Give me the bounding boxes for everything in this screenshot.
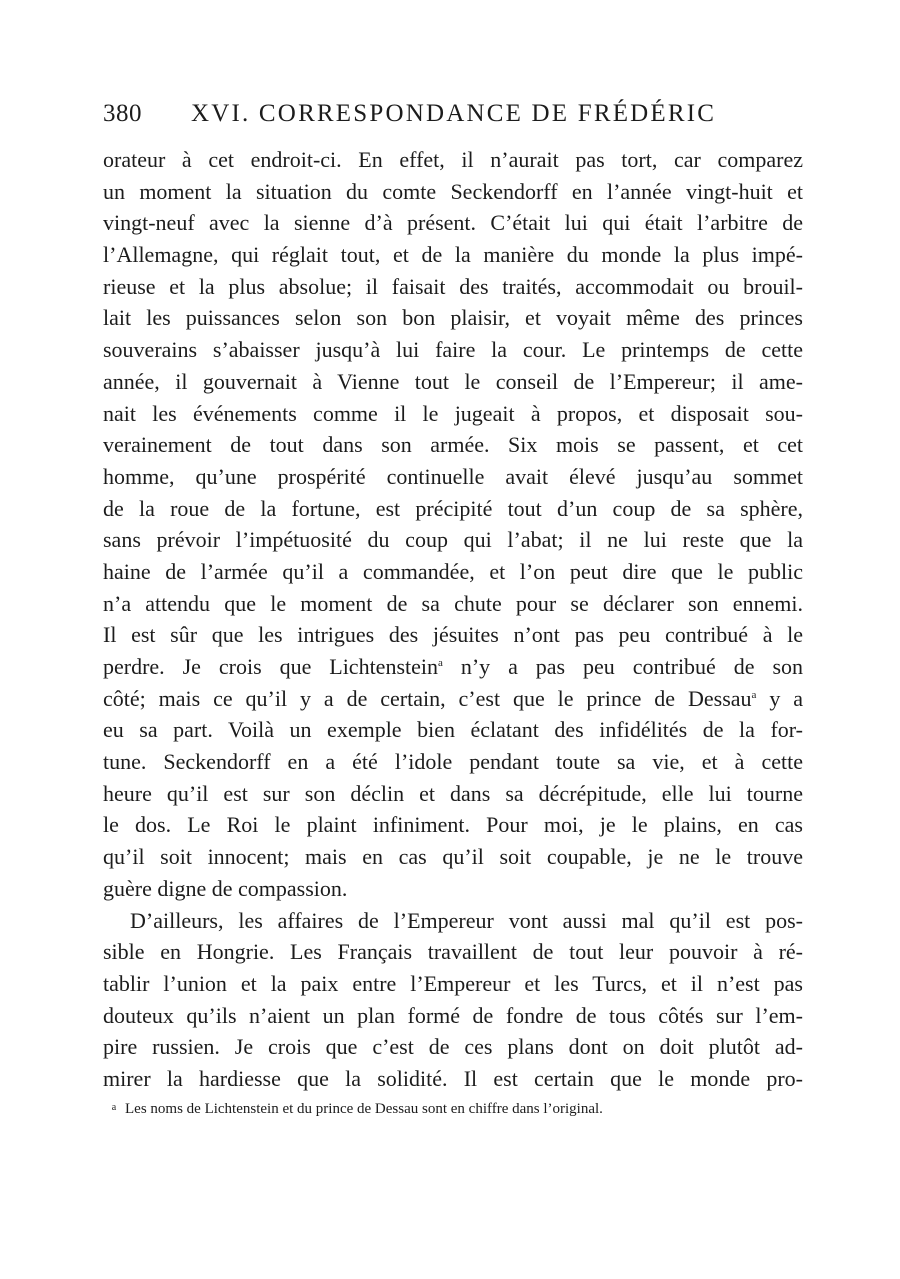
text-line-with-footnote-ref (103, 651, 803, 683)
footnote-ref: a (438, 657, 443, 669)
text-line: l’Allemagne, qui réglait tout, et de la manière du monde la plus impé- (103, 242, 803, 268)
text-segment: côté; mais ce qu’il y a de certain, c’est que le prince de Dessau (103, 685, 752, 711)
text-line: souverains s’abaisser jusqu’à lui faire la cour. Le printemps de cette (103, 337, 803, 363)
text-line: rieuse et la plus absolue; il faisait des traités, accommodait ou brouil- (103, 273, 803, 299)
footnote-ref: a (751, 688, 757, 701)
text-line-with-footnote-ref (103, 683, 803, 715)
text-line: un moment la situation du comte Seckendorff en l’année vingt-huit et (103, 178, 803, 204)
text-line: vingt-neuf avec la sienne d’à présent. C’était lui qui était l’arbitre de (103, 210, 803, 236)
text-line: heure qu’il est sur son déclin et dans sa décrépitude, elle lui tourne (103, 780, 803, 806)
text-line: n’a attendu que le moment de sa chute pour se déclarer son ennemi. (103, 590, 803, 616)
text-line: orateur à cet endroit-ci. En effet, il n’aurait pas tort, car comparez (103, 147, 803, 172)
text-line: mirer la hardiesse que la solidité. Il est certain que le monde pro- (103, 1065, 803, 1091)
text-line: douteux qu’ils n’aient un plan formé de fondre de tous côtés sur l’em- (103, 1002, 803, 1028)
text-segment: perdre. Je crois que Lichtenstein (103, 654, 439, 679)
running-title: XVI. CORRESPONDANCE DE FRÉDÉRIC (191, 100, 717, 127)
text-line: nait les événements comme il le jugeait à propos, et disposait sou- (103, 400, 803, 426)
footnote (103, 1097, 803, 1120)
footnote-mark: a (111, 1102, 117, 1113)
footnote-text: Les noms de Lichtenstein et du prince de Dessau sont en chiffre dans l’original. (125, 1101, 603, 1117)
text-line: verainement de tout dans son armée. Six mois se passent, et cet (103, 432, 803, 458)
text-line: année, il gouvernait à Vienne tout le conseil de l’Empereur; il ame- (103, 368, 803, 394)
text-line: sible en Hongrie. Les Français travaillent de tout leur pouvoir à ré- (103, 939, 803, 965)
text-segment: n’y a pas peu contribué de son (442, 654, 804, 679)
text-line: eu sa part. Voilà un exemple bien éclatant des infidélités de la for- (103, 717, 803, 743)
text-line: pire russien. Je crois que c’est de ces plans dont on doit plutôt ad- (103, 1034, 803, 1060)
text-line: de la roue de la fortune, est précipité tout d’un coup de sa sphère, (103, 495, 803, 521)
text-line: lait les puissances selon son bon plaisir, et voyait même des princes (103, 305, 803, 331)
text-segment: y a (756, 685, 804, 711)
text-line: tune. Seckendorff en a été l’idole pendant toute sa vie, et à cette (103, 749, 803, 775)
text-line: Il est sûr que les intrigues des jésuites n’ont pas peu contribué à le (103, 622, 803, 648)
body-text (103, 144, 803, 1095)
text-line: haine de l’armée qu’il a commandée, et l’on peut dire que le public (103, 558, 803, 584)
text-line: homme, qu’une prospérité continuelle avait élevé jusqu’au sommet (103, 463, 803, 489)
text-line: guère digne de compassion. (103, 875, 348, 901)
page-number: 380 (103, 100, 142, 127)
running-head (103, 100, 803, 134)
text-line: tablir l’union et la paix entre l’Empereur et les Turcs, et il n’est pas (103, 970, 803, 996)
text-line: D’ailleurs, les affaires de l’Empereur vont aussi mal qu’il est pos- (130, 907, 803, 933)
text-line: qu’il soit innocent; mais en cas qu’il soit coupable, je ne le trouve (103, 844, 803, 870)
text-line: sans prévoir l’impétuosité du coup qui l’abat; il ne lui reste que la (103, 527, 803, 553)
text-line: le dos. Le Roi le plaint infiniment. Pour moi, je le plains, en cas (103, 812, 803, 838)
